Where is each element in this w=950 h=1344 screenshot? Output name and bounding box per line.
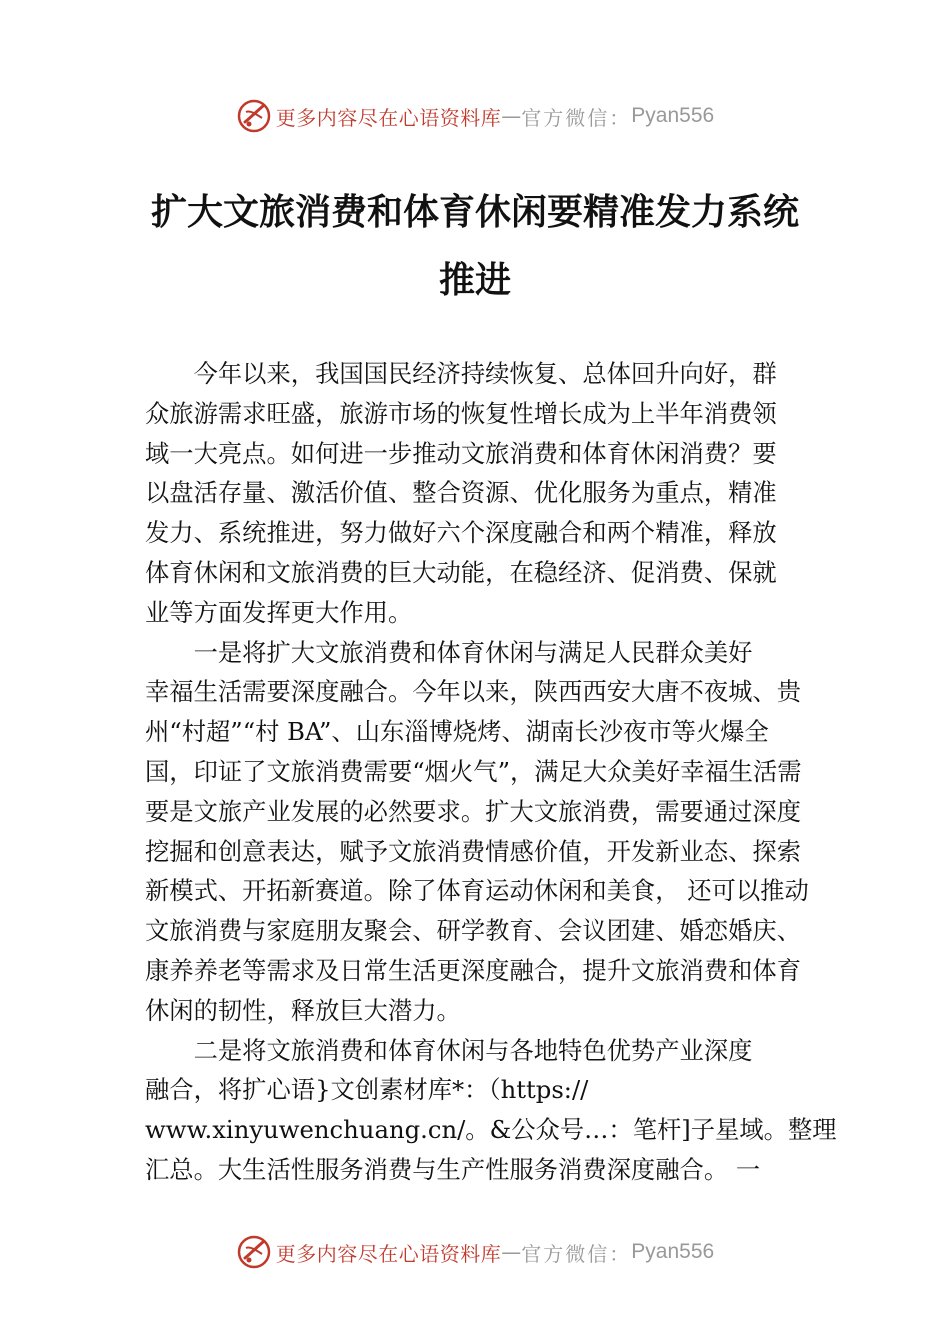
header-banner [0, 96, 950, 136]
banner-wechat-id: Pyan556 [631, 1240, 715, 1263]
body-line: 州“村超”“村 BA”、山东淄博烧烤、湖南长沙夜市等火爆全 [145, 717, 769, 747]
body-line: 二是将文旅消费和体育休闲与各地特色优势产业深度 [145, 1035, 753, 1065]
body-line: 今年以来，我国国民经济持续恢复、总体回升向好，群 [145, 359, 777, 388]
banner-dash: — [501, 1240, 522, 1264]
banner-wechat-label: 官方微信： [521, 1241, 632, 1266]
document-title [0, 178, 950, 314]
banner-wechat-label: 官方微信： [521, 105, 632, 130]
body-line: www.xinyuwenchuang.cn/。&公众号…：笔杆]子星域。整理 [145, 1115, 837, 1145]
body-line: 康养养老等需求及日常生活更深度融合，提升文旅消费和体育 [145, 955, 802, 985]
body-line: 汇总。大生活性服务消费与生产性服务消费深度融合。 一 [145, 1154, 761, 1184]
banner-main-text: 更多内容尽在心语资料库 [275, 1241, 502, 1266]
title-line-1: 扩大文旅消费和体育休闲要精准发力系统 [150, 191, 799, 233]
body-line: 挖掘和创意表达，赋予文旅消费情感价值，开发新业态、探索 [145, 836, 802, 866]
banner-dash: — [501, 104, 522, 128]
body-line: 新模式、开拓新赛道。除了体育运动休闲和美食， 还可以推动 [145, 876, 809, 906]
body-line: 文旅消费与家庭朋友聚会、研学教育、会议团建、婚恋婚庆、 [145, 916, 802, 946]
footer-banner [0, 1232, 950, 1272]
body-line: 要是文旅产业发展的必然要求。扩大文旅消费，需要通过深度 [145, 796, 802, 826]
body-line: 以盘活存量、激活价值、整合资源、优化服务为重点，精准 [145, 478, 777, 508]
body-line: 业等方面发挥更大作用。 [145, 597, 413, 627]
body-line: 发力、系统推进，努力做好六个深度融合和两个精准，释放 [145, 518, 777, 548]
banner-wechat-id: Pyan556 [631, 104, 715, 127]
body-line: 休闲的韧性，释放巨大潜力。 [145, 995, 461, 1025]
body-line: 幸福生活需要深度融合。今年以来，陕西西安大唐不夜城、贵 [145, 677, 802, 707]
body-text [145, 354, 837, 1190]
body-line: 众旅游需求旺盛，旅游市场的恢复性增长成为上半年消费领 [145, 398, 777, 428]
body-line: 融合，将扩心语}文创素材库*：（https:// [145, 1075, 589, 1105]
brush-logo-icon [236, 98, 272, 134]
body-line: 一是将扩大文旅消费和体育休闲与满足人民群众美好 [145, 637, 753, 667]
body-line: 体育休闲和文旅消费的巨大动能，在稳经济、促消费、保就 [145, 557, 777, 587]
title-line-2: 推进 [438, 259, 511, 301]
banner-main-text: 更多内容尽在心语资料库 [275, 105, 502, 130]
brush-logo-icon [236, 1234, 272, 1270]
body-line: 国，印证了文旅消费需要“烟火气”，满足大众美好幸福生活需 [145, 756, 802, 786]
body-line: 域一大亮点。如何进一步推动文旅消费和体育休闲消费？要 [145, 438, 777, 468]
